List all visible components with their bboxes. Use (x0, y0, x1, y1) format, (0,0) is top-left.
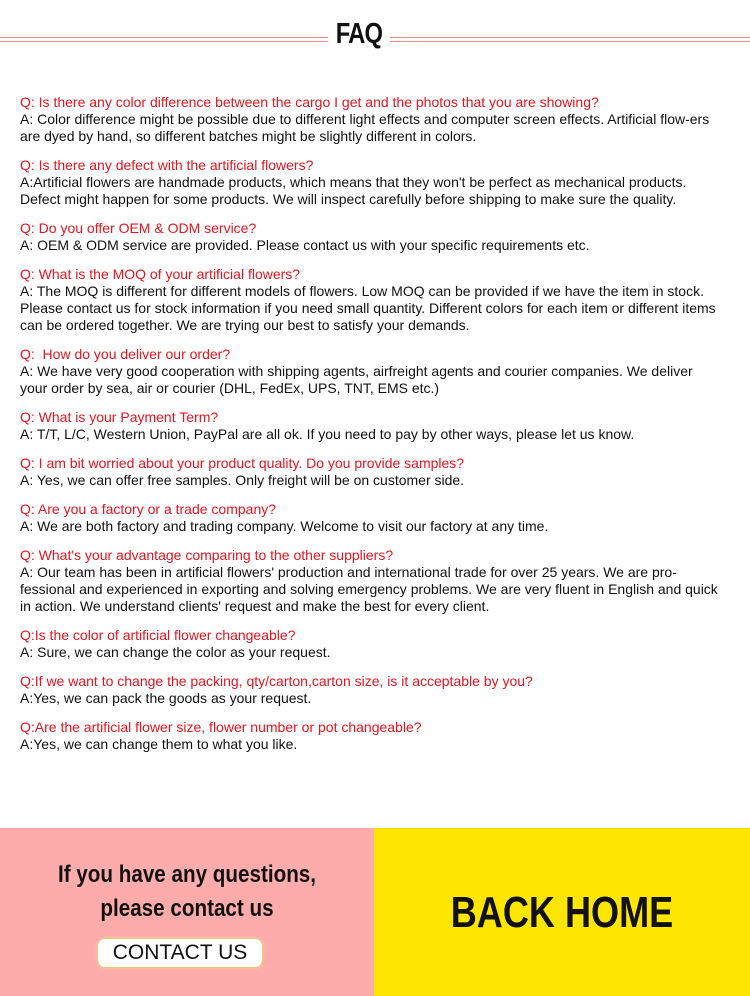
faq-item (20, 409, 720, 443)
faq-answer: A: We are both factory and trading company. Welcome to visit our factory at any time. (20, 518, 549, 534)
contact-prompt (26, 858, 348, 926)
faq-item (20, 346, 720, 397)
faq-item (20, 501, 720, 535)
faq-item (20, 220, 720, 254)
back-home-panel[interactable] (374, 828, 750, 996)
faq-question: Q:Is the color of artificial flower changeable? (20, 627, 296, 643)
faq-question: Q: Is there any defect with the artificial flowers? (20, 157, 314, 173)
faq-item (20, 673, 720, 707)
faq-answer: A: OEM & ODM service are provided. Please contact us with your specific requirements etc. (20, 237, 590, 253)
faq-answer: A: T/T, L/C, Western Union, PayPal are all ok. If you need to pay by other ways, please let us know. (20, 426, 635, 442)
faq-question: Q: Do you offer OEM & ODM service? (20, 220, 257, 236)
faq-answer: A:Yes, we can pack the goods as your request. (20, 690, 312, 706)
faq-answer: A: Color difference might be possible due to different light effects and computer screen effects. Artificial flow-ers are dyed by hand, so different batches might be slightly different in colors. (20, 111, 710, 144)
page-title: FAQ (335, 18, 383, 50)
contact-prompt-line1: If you have any questions, (57, 861, 317, 888)
faq-item (20, 455, 720, 489)
faq-question: Q:Are the artificial flower size, flower number or pot changeable? (20, 719, 422, 735)
faq-answer: A:Artificial flowers are handmade products, which means that they won't be perfect as mechanical products. Defect might happen for some products. We will inspect carefully before shipping to make sure the quality. (20, 174, 687, 207)
faq-question: Q: What is the MOQ of your artificial flowers? (20, 266, 301, 282)
contact-prompt-line2: please contact us (100, 895, 274, 922)
header-divider-left (0, 37, 328, 42)
faq-answer: A: We have very good cooperation with shipping agents, airfreight agents and courier companies. We deliver your order by sea, air or courier (DHL, FedEx, UPS, TNT, EMS etc.) (20, 363, 693, 396)
faq-item (20, 547, 720, 615)
faq-question: Q: Is there any color difference between the cargo I get and the photos that you are showing? (20, 94, 599, 110)
faq-question: Q: What is your Payment Term? (20, 409, 219, 425)
header-divider-right (390, 37, 750, 42)
faq-item (20, 719, 720, 753)
footer-banner (0, 828, 750, 996)
faq-question: Q: Are you a factory or a trade company? (20, 501, 277, 517)
faq-question: Q: How do you deliver our order? (20, 346, 231, 362)
faq-list (20, 94, 720, 765)
back-home-button[interactable]: BACK HOME (450, 888, 674, 937)
faq-item (20, 266, 720, 334)
faq-answer: A:Yes, we can change them to what you like. (20, 736, 298, 752)
faq-item (20, 627, 720, 661)
faq-item (20, 94, 720, 145)
faq-question: Q:If we want to change the packing, qty/carton,carton size, is it acceptable by you? (20, 673, 533, 689)
contact-panel (0, 828, 374, 996)
faq-header (0, 0, 750, 80)
contact-us-button[interactable]: CONTACT US (97, 938, 263, 968)
faq-answer: A: Yes, we can offer free samples. Only freight will be on customer side. (20, 472, 465, 488)
faq-question: Q: I am bit worried about your product quality. Do you provide samples? (20, 455, 465, 471)
faq-answer: A: Our team has been in artificial flowers' production and international trade for over 25 years. We are pro-fessional and experienced in exporting and solving emergency problems. We are very fluent in English and quick in action. We understand clients' request and make the best for every client. (20, 564, 718, 614)
faq-answer: A: The MOQ is different for different models of flowers. Low MOQ can be provided if we have the item in stock. Please contact us for stock information if you need small quantity. Different colors for each item or different items can be ordered together. We are trying our best to satisfy your demands. (20, 283, 716, 333)
faq-item (20, 157, 720, 208)
faq-answer: A: Sure, we can change the color as your request. (20, 644, 331, 660)
faq-question: Q: What's your advantage comparing to the other suppliers? (20, 547, 394, 563)
